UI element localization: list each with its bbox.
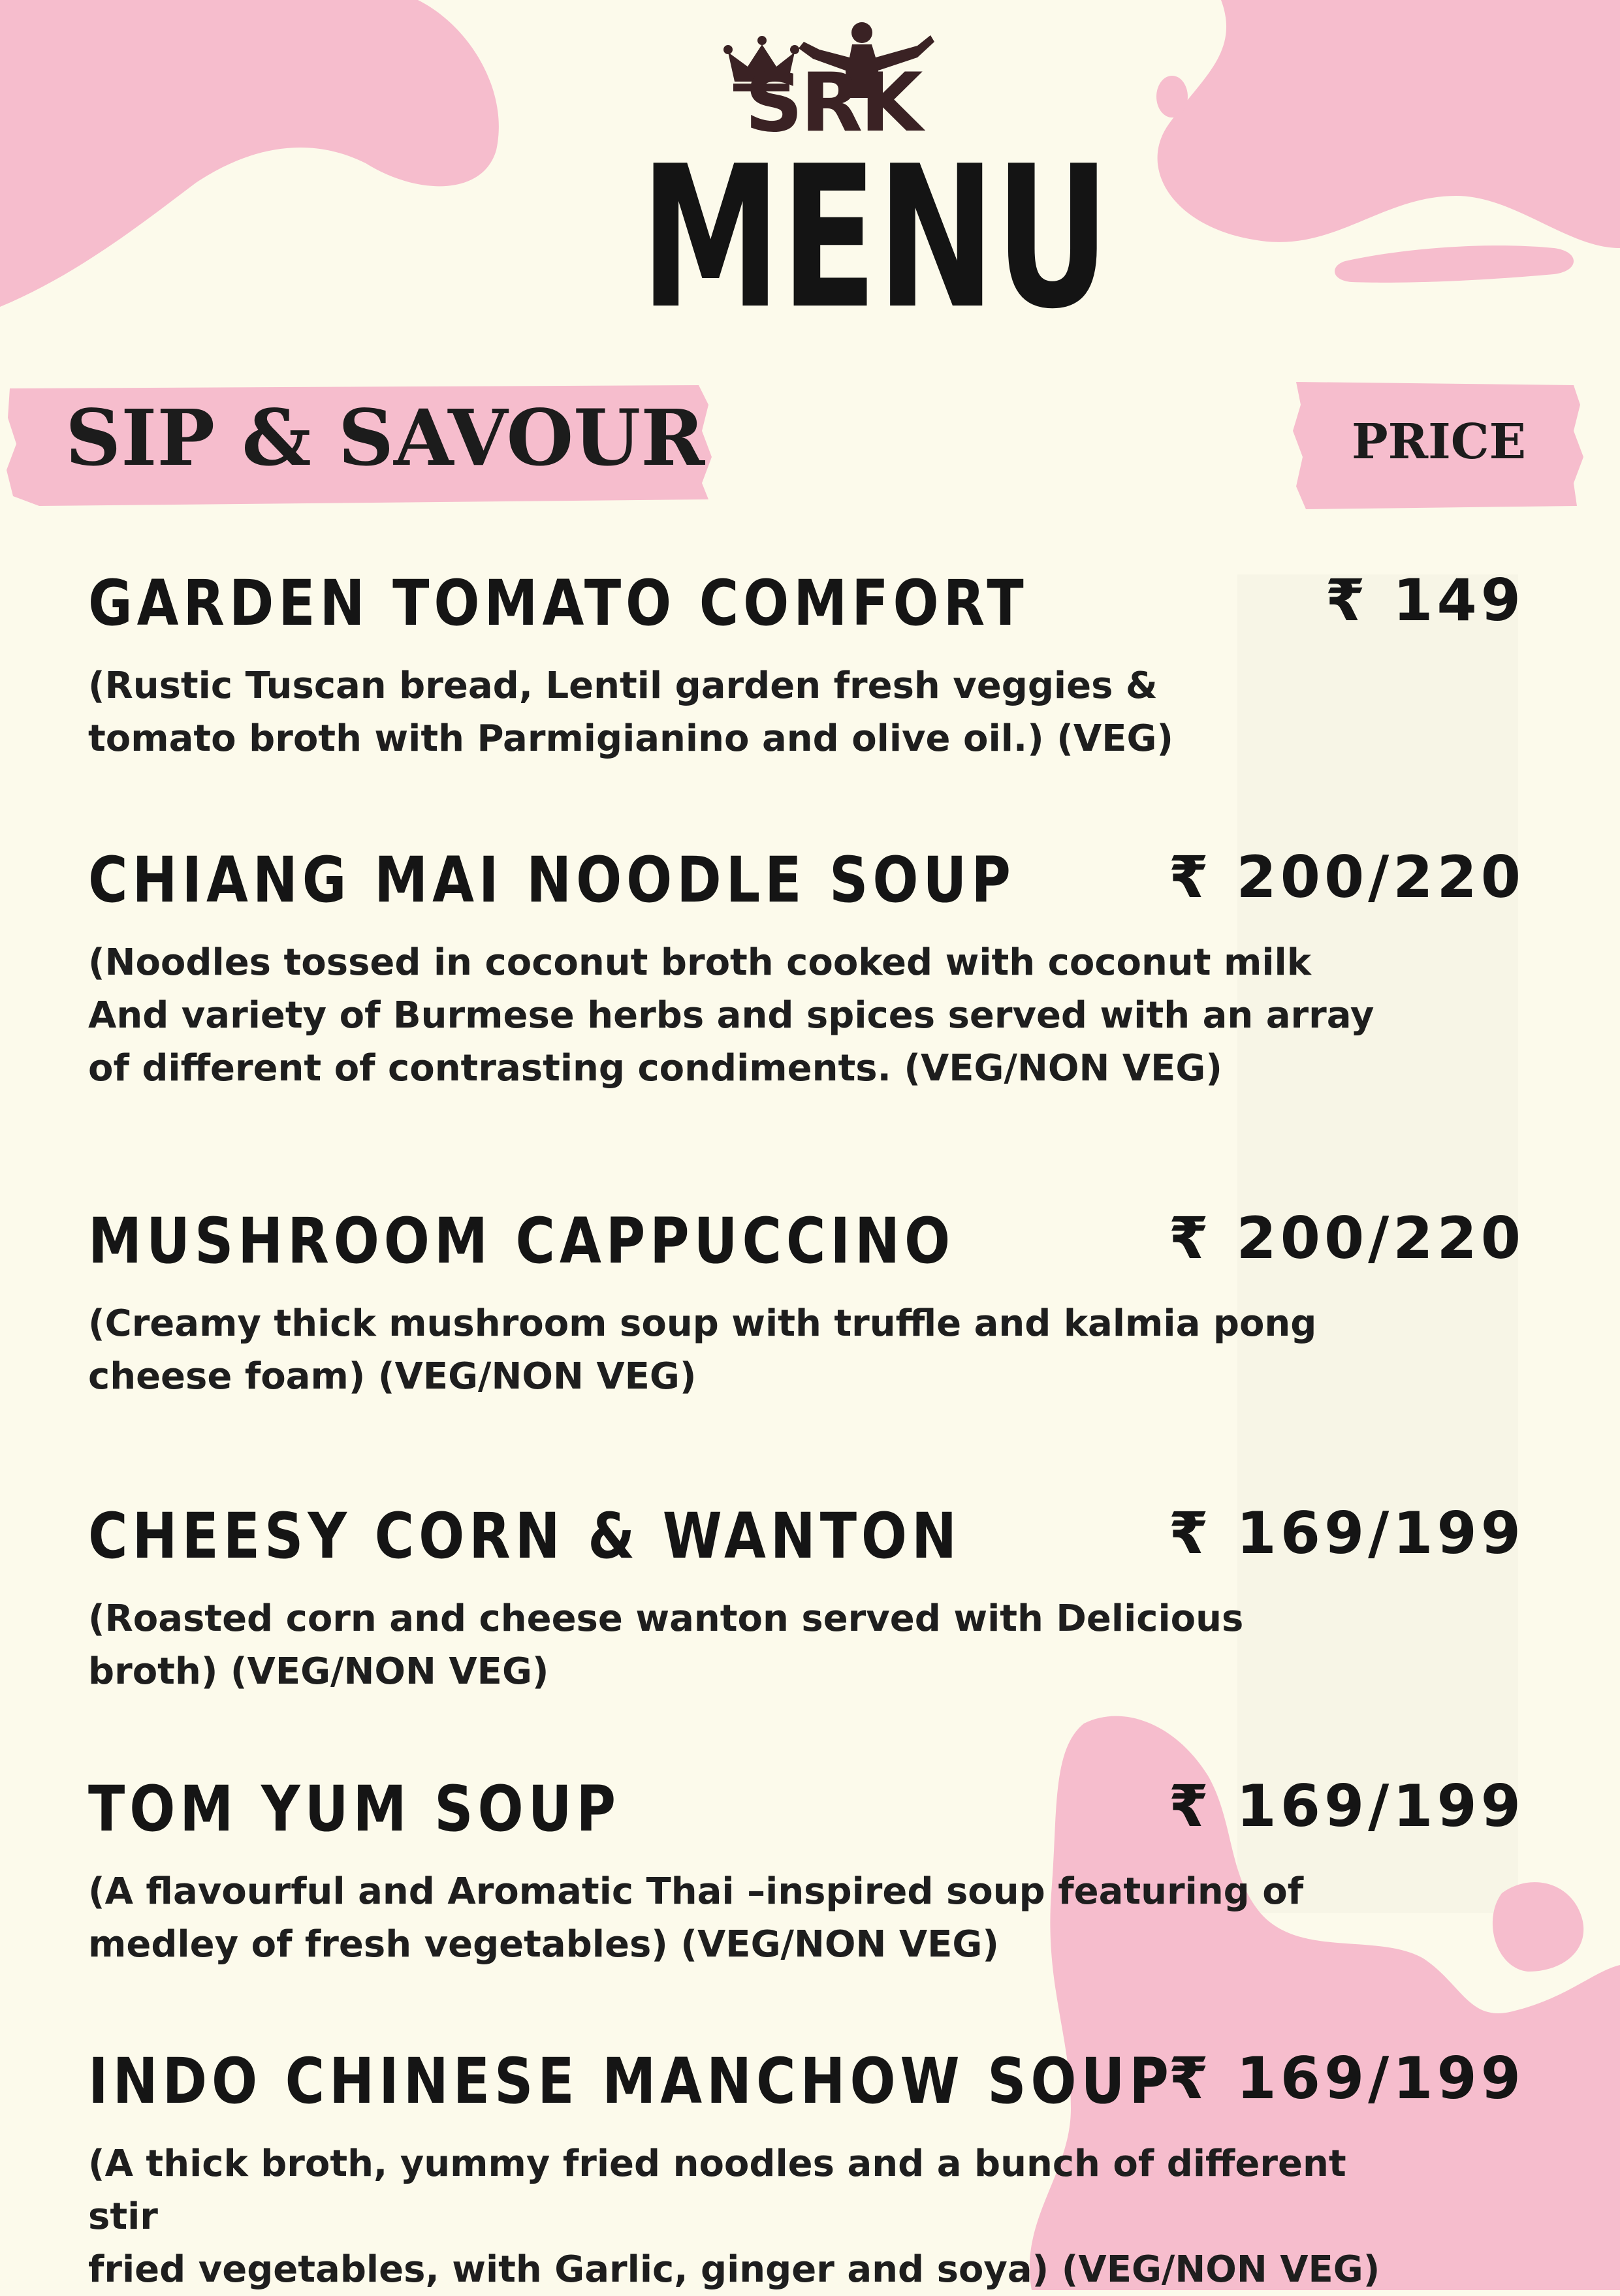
item-name: INDO CHINESE MANCHOW SOUP xyxy=(88,2045,1173,2118)
menu-item xyxy=(88,2045,1525,2296)
item-description: (A flavourful and Aromatic Thai –inspired soup featuring of medley of fresh vegetables) (VEG/NON VEG) xyxy=(88,1870,1304,1966)
top-right-pink-streak xyxy=(1335,245,1574,283)
menu-title: MENU xyxy=(640,124,1110,352)
item-price: ₹ 149 xyxy=(1325,567,1525,634)
section-title: SIP & SAVOUR xyxy=(65,392,705,483)
item-description: (Noodles tossed in coconut broth cooked with coconut milk And variety of Burmese herbs and spices served with an array of different of contrasting condiments. (VEG/NON VEG) xyxy=(88,941,1374,1090)
item-description: (Creamy thick mushroom soup with truffle and kalmia pong cheese foam) (VEG/NON VEG) xyxy=(88,1302,1317,1398)
item-description: (A thick broth, yummy fried noodles and a bunch of different stir fried vegetables, with Garlic, ginger and soya) (VEG/NON VEG) xyxy=(88,2143,1380,2291)
menu-item xyxy=(88,567,1525,765)
price-column-header: PRICE xyxy=(1352,414,1527,470)
item-name: CHIANG MAI NOODLE SOUP xyxy=(88,843,1015,917)
top-right-pink-dot xyxy=(1156,76,1188,118)
item-price: ₹ 169/199 xyxy=(1168,1772,1525,1840)
item-price: ₹ 200/220 xyxy=(1168,843,1525,911)
item-price: ₹ 169/199 xyxy=(1168,1500,1525,1567)
menu-item xyxy=(88,1204,1525,1403)
logo-text: SRK xyxy=(744,56,921,150)
item-name: CHEESY CORN & WANTON xyxy=(88,1500,961,1573)
top-left-pink-blob xyxy=(0,0,499,307)
item-name: TOM YUM SOUP xyxy=(88,1772,620,1846)
menu-item xyxy=(88,1772,1525,1971)
top-left-cream-hole xyxy=(202,168,333,263)
menu-item xyxy=(88,1500,1525,1698)
item-price: ₹ 200/220 xyxy=(1168,1204,1525,1272)
item-description: (Rustic Tuscan bread, Lentil garden fresh veggies & tomato broth with Parmigianino and olive oil.) (VEG) xyxy=(88,665,1174,760)
menu-item xyxy=(88,843,1525,1095)
top-right-pink-blob xyxy=(1158,0,1620,248)
item-name: GARDEN TOMATO COMFORT xyxy=(88,567,1028,640)
item-price: ₹ 169/199 xyxy=(1168,2045,1525,2112)
item-name: MUSHROOM CAPPUCCINO xyxy=(88,1204,955,1278)
item-description: (Roasted corn and cheese wanton served with Delicious broth) (VEG/NON VEG) xyxy=(88,1597,1244,1693)
